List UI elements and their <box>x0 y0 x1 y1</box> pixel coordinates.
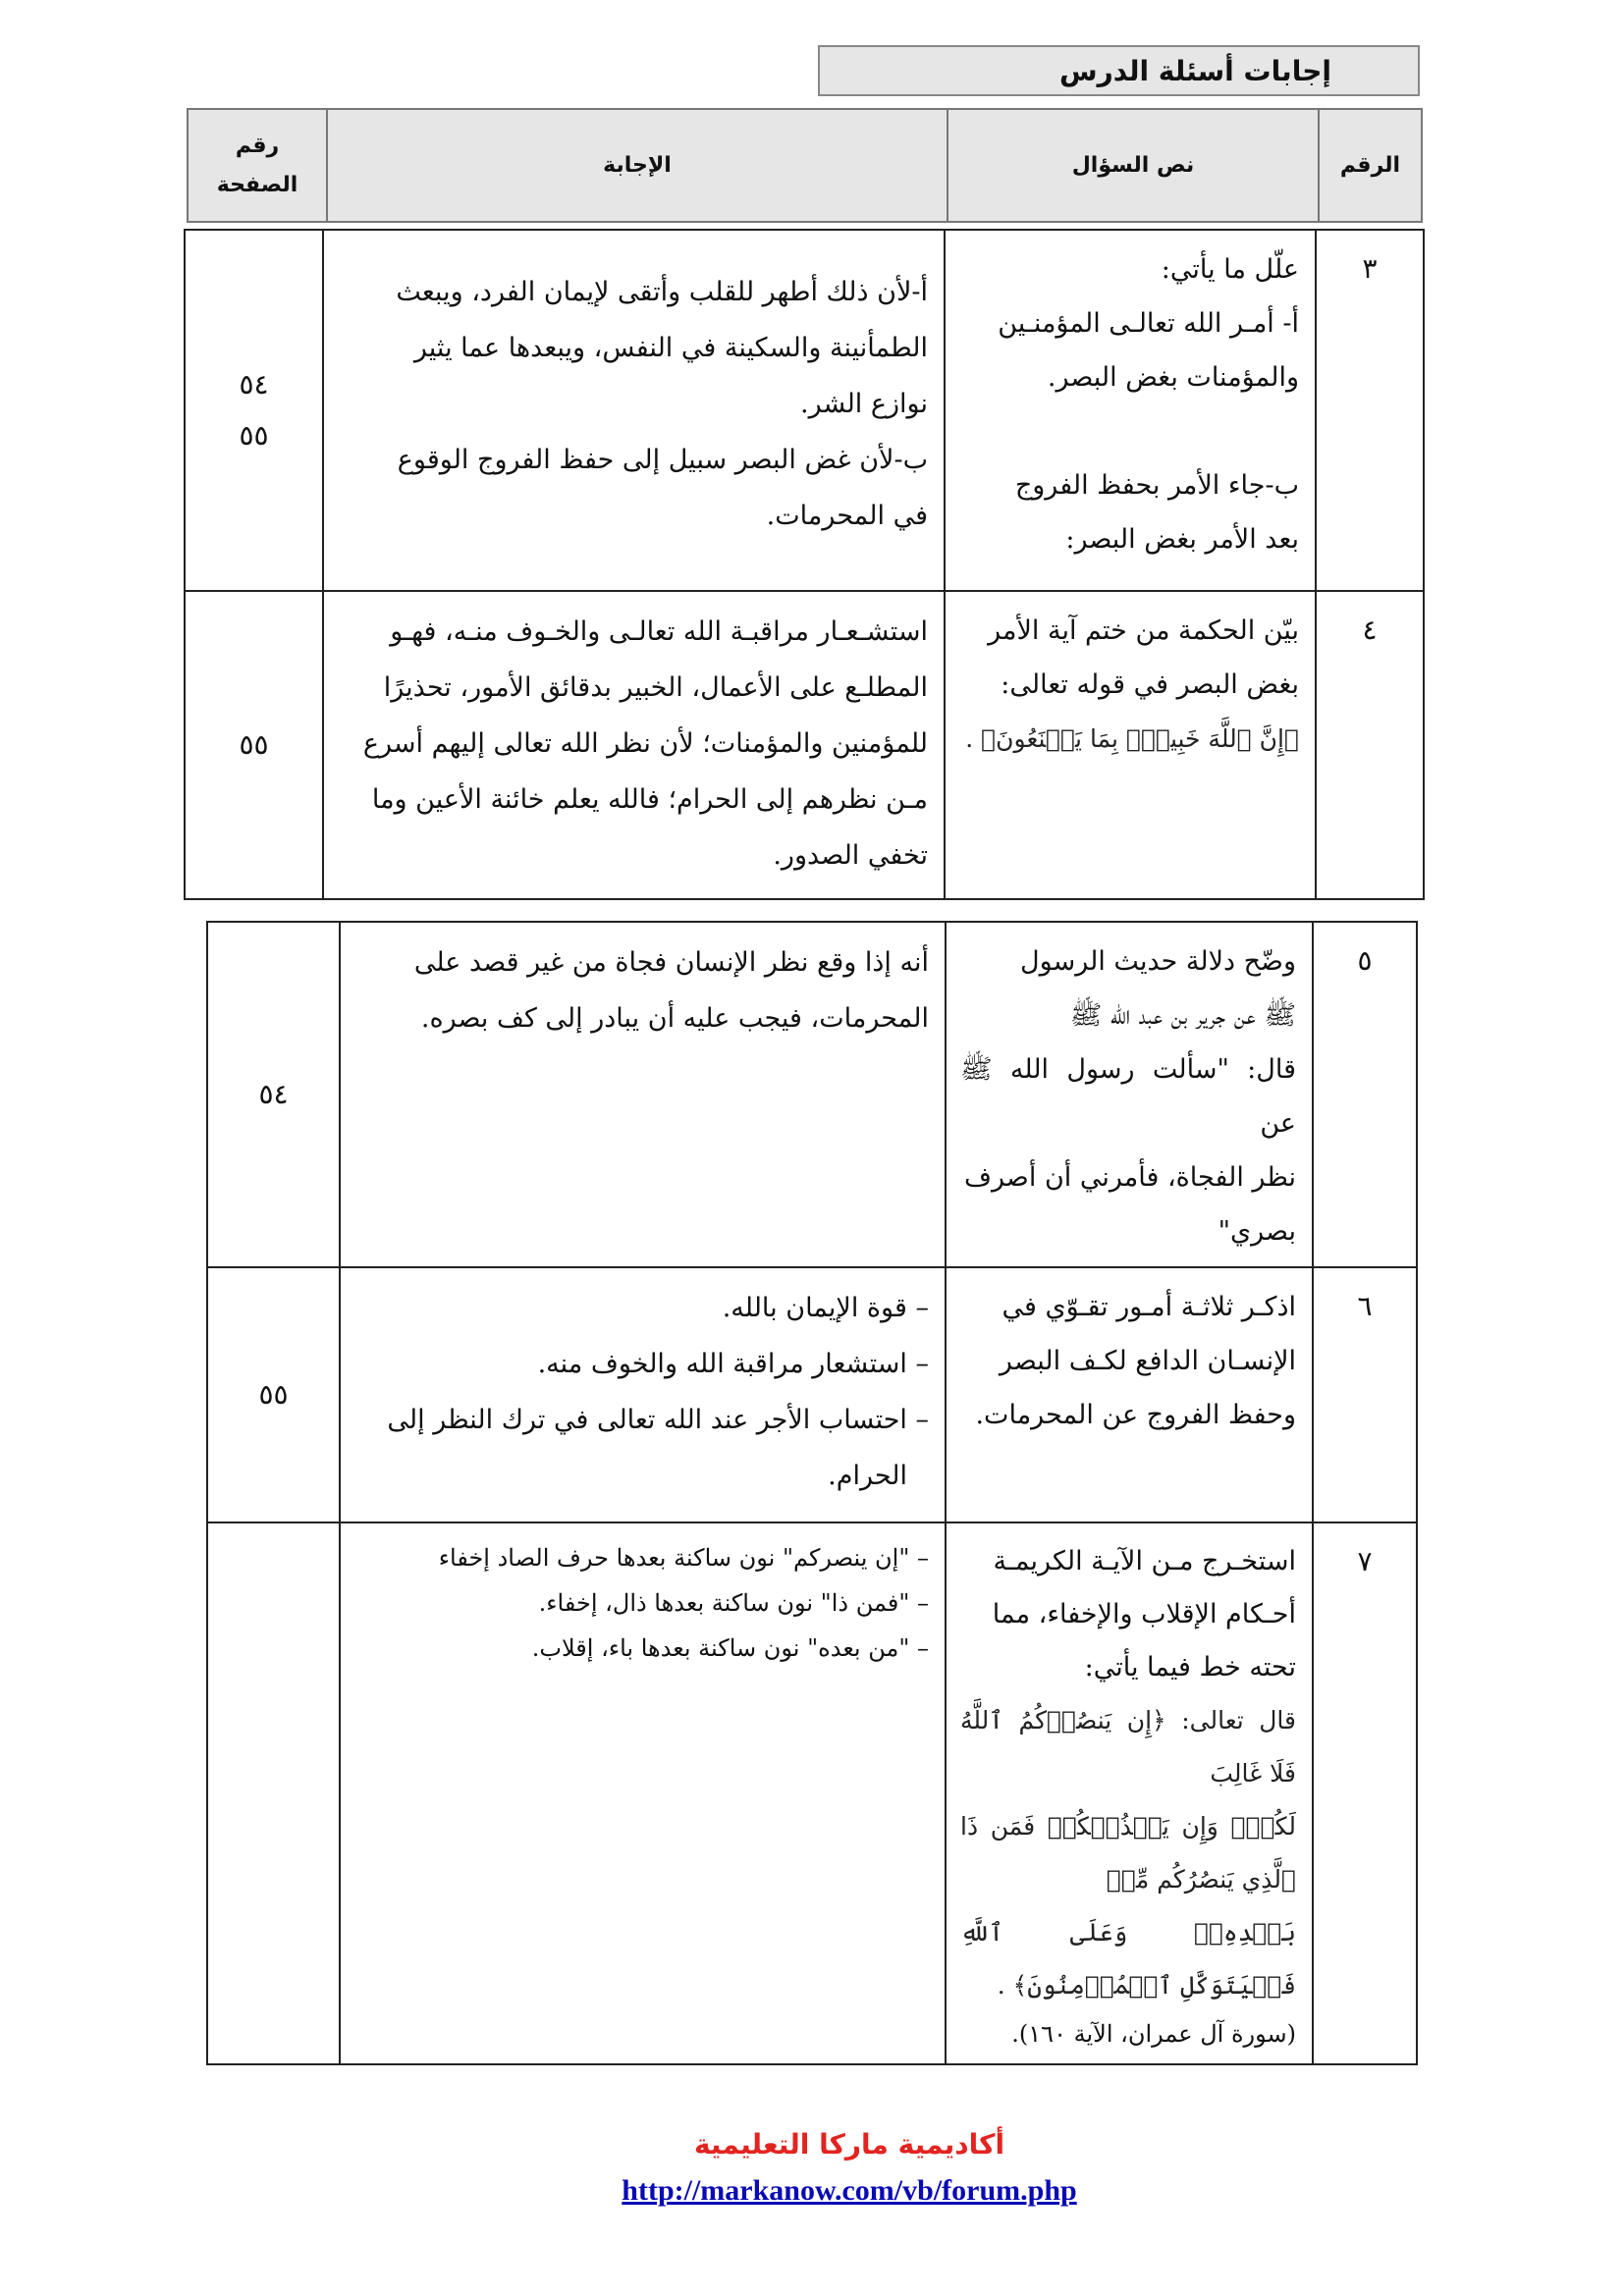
answer-line: تخفي الصدور. <box>773 840 928 871</box>
answer-line: – قوة الإيمان بالله. <box>722 1293 929 1323</box>
header-page-line2: الصفحة <box>216 172 298 197</box>
page-title: إجابات أسئلة الدرس <box>1059 54 1331 87</box>
quran-verse: بَعۡدِهِۦۗ وَعَلَى ٱللَّهِ فَلۡيَتَوَكَّلِ ٱلۡمُؤۡمِنُونَ﴾ . <box>960 1918 1296 2000</box>
page-number: ٥٥ <box>258 1378 289 1411</box>
verse-reference: (سورة آل عمران، الآية ١٦٠). <box>1011 2020 1296 2048</box>
answers-table-part-1 <box>184 229 1425 900</box>
answer-cell <box>340 922 946 1267</box>
row-number: ٥ <box>1313 922 1417 1267</box>
header-number: الرقم <box>1319 109 1422 222</box>
quran-verse: لَكُمۡۖ وَإِن يَخۡذُلۡكُمۡ فَمَن ذَا ٱلَّذِي يَنصُرُكُم مِّنۢ <box>960 1812 1296 1894</box>
row-number: ٣ <box>1316 230 1424 591</box>
question-line: بعد الأمر بغض البصر: <box>1065 524 1299 555</box>
answers-table-part-2 <box>206 921 1418 2065</box>
question-cell <box>945 591 1316 899</box>
answer-line: مـن نظرهم إلى الحرام؛ فالله يعلم خائنة الأعين وما <box>371 784 928 815</box>
question-line: أ- أمـر الله تعالـى المؤمنـين <box>998 308 1299 339</box>
question-line: والمؤمنات بغض البصر. <box>1047 362 1299 393</box>
answer-line: نوازع الشر. <box>800 389 928 419</box>
answer-line: – استشعار مراقبة الله والخوف منه. <box>537 1349 929 1379</box>
footer-academy-name: أكاديمية ماركا التعليمية <box>693 2128 1005 2161</box>
question-line: نظر الفجاة، فأمرني أن أصرف <box>964 1162 1296 1193</box>
answer-line: – "من بعده" نون ساكنة بعدها باء، إقلاب. <box>531 1634 929 1662</box>
answer-cell <box>340 1267 946 1522</box>
quran-verse: ﴿إِنَّ ٱللَّهَ خَبِيرُۢ بِمَا يَصۡنَعُونَ﴾ . <box>965 724 1299 753</box>
footer-forum-link[interactable]: http://markanow.com/vb/forum.php <box>622 2174 1077 2207</box>
page-number: ٥٥ <box>239 728 269 761</box>
page-cell <box>207 1267 340 1522</box>
question-line: استخـرج مـن الآيـة الكريمـة <box>993 1546 1296 1576</box>
answer-line: للمؤمنين والمؤمنات؛ لأن نظر الله تعالى إليهم أسرع <box>362 728 928 759</box>
answer-line: – "فمن ذا" نون ساكنة بعدها ذال، إخفاء. <box>538 1589 929 1617</box>
question-line: علّل ما يأتي: <box>1161 254 1299 285</box>
question-line: وحفظ الفروج عن المحرمات. <box>975 1400 1296 1430</box>
answer-line: في المحرمات. <box>766 501 928 531</box>
page-cell <box>207 922 340 1267</box>
page-cell <box>207 1522 340 2064</box>
question-line: ب-جاء الأمر بحفظ الفروج <box>1014 470 1299 501</box>
question-cell <box>946 1267 1313 1522</box>
answer-cell <box>323 230 945 591</box>
question-line: تحته خط فيما يأتي: <box>1084 1652 1296 1682</box>
answer-line: – احتساب الأجر عند الله تعالى في ترك النظر إلى <box>387 1405 929 1435</box>
question-cell <box>946 922 1313 1267</box>
header-question: نص السؤال <box>947 109 1319 222</box>
answer-line: الطمأنينة والسكينة في النفس، ويبعدها عما يثير <box>413 333 928 363</box>
answer-line: الحرام. <box>828 1461 907 1491</box>
answer-cell <box>340 1522 946 2064</box>
answer-line: ب-لأن غض البصر سبيل إلى حفظ الفروج الوقوع <box>397 445 928 475</box>
answer-line: – "إن ينصركم" نون ساكنة بعدها حرف الصاد إخفاء <box>438 1544 929 1572</box>
table-row <box>207 922 1417 1267</box>
header-page <box>188 109 327 222</box>
question-line: ﷺ عن جرير بن عبد الله ﷺ <box>1069 1000 1296 1031</box>
question-line: قال: "سألت رسول الله ﷺ عن <box>960 1054 1296 1139</box>
question-line: وضّح دلالة حديث الرسول <box>1020 946 1296 977</box>
answer-cell <box>323 591 945 899</box>
answer-line: المطلـع على الأعمال، الخبير بدقائق الأمور، تحذيرًا <box>383 672 928 703</box>
row-number: ٧ <box>1313 1522 1417 2064</box>
answer-line: أ-لأن ذلك أطهر للقلب وأتقى لإيمان الفرد، ويبعث <box>396 277 928 307</box>
quran-verse: قال تعالى: ﴿إِن يَنصُرۡكُمُ ٱللَّهُ فَلَا غَالِبَ <box>960 1706 1296 1788</box>
page-cell <box>185 591 323 899</box>
answer-line: أنه إذا وقع نظر الإنسان فجاة من غير قصد على <box>413 947 929 978</box>
page-number: ٥٤ <box>239 368 269 400</box>
answer-line: المحرمات، فيجب عليه أن يبادر إلى كف بصره. <box>420 1003 929 1034</box>
table-row <box>185 230 1424 591</box>
row-number: ٤ <box>1316 591 1424 899</box>
table-row <box>185 591 1424 899</box>
question-line: اذكـر ثلاثـة أمـور تقـوّي في <box>1001 1292 1296 1322</box>
row-number: ٦ <box>1313 1267 1417 1522</box>
question-line: الإنسـان الدافع لكـف البصر <box>999 1346 1296 1376</box>
question-line: بغض البصر في قوله تعالى: <box>1001 669 1299 700</box>
page-cell <box>185 230 323 591</box>
page-title-box <box>818 45 1420 96</box>
answer-line: استشـعـار مراقبـة الله تعالـى والخـوف منـه، فهـو <box>390 616 928 647</box>
question-cell <box>945 230 1316 591</box>
question-line: بصري" <box>1218 1216 1296 1247</box>
question-line: أحـكام الإقلاب والإخفاء، مما <box>992 1599 1296 1629</box>
table-row <box>207 1522 1417 2064</box>
question-cell <box>946 1522 1313 2064</box>
header-page-line1: رقم <box>235 133 280 158</box>
header-answer: الإجابة <box>327 109 947 222</box>
page-number: ٥٥ <box>239 419 269 452</box>
question-line: بيّن الحكمة من ختم آية الأمر <box>988 615 1299 646</box>
table-row <box>207 1267 1417 1522</box>
page-number: ٥٤ <box>258 1078 289 1110</box>
table-header <box>187 108 1423 223</box>
